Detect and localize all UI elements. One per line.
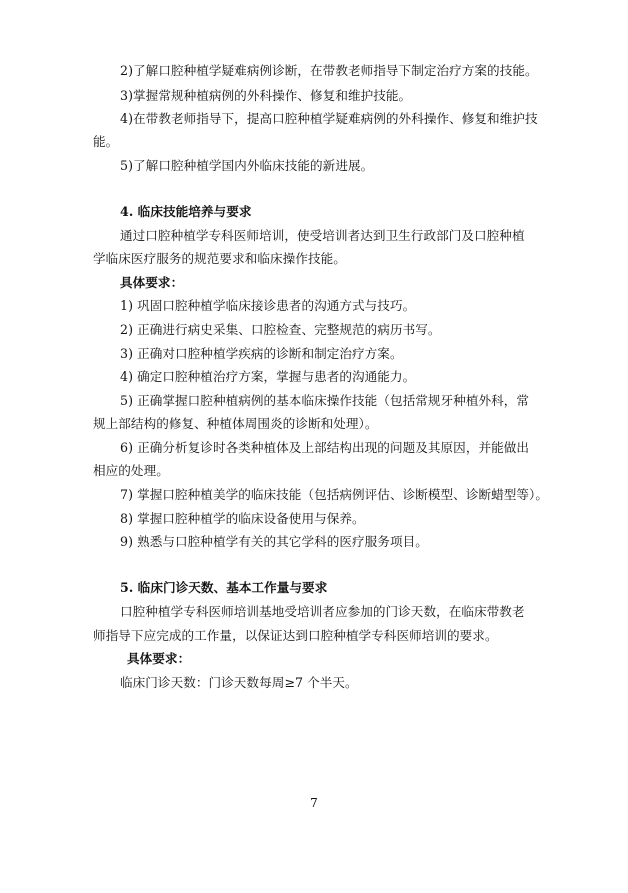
section4-item-5-cont: 规上部结构的修复、种植体周围炎的诊断和处理）。 bbox=[93, 416, 378, 431]
section5-intro-line1: 口腔种植学专科医师培训基地受培训者应参加的门诊天数，在临床带教老 bbox=[120, 604, 525, 619]
section3-item-4: 4)在带教老师指导下，提高口腔种植学疑难病例的外科操作、修复和维护技 bbox=[120, 111, 538, 126]
section4-intro-line1: 通过口腔种植学专科医师培训，使受培训者达到卫生行政部门及口腔种植 bbox=[120, 228, 525, 243]
section4-item-8: 8) 掌握口腔种植学的临床设备使用与保养。 bbox=[120, 511, 365, 526]
section4-item-2: 2) 正确进行病史采集、口腔检查、完整规范的病历书写。 bbox=[120, 322, 441, 337]
section4-heading: 4. 临床技能培养与要求 bbox=[120, 204, 252, 219]
section5-detail: 临床门诊天数：门诊天数每周≥7 个半天。 bbox=[120, 675, 358, 690]
page-number: 7 bbox=[310, 796, 318, 810]
section5-heading: 5. 临床门诊天数、基本工作量与要求 bbox=[120, 580, 328, 595]
section4-item-1: 1) 巩固口腔种植学临床接诊患者的沟通方式与技巧。 bbox=[120, 298, 416, 313]
section3-item-4-cont: 能。 bbox=[93, 134, 119, 149]
section4-item-4: 4) 确定口腔种植治疗方案，掌握与患者的沟通能力。 bbox=[120, 369, 416, 384]
section4-item-6-cont: 相应的处理。 bbox=[93, 463, 169, 478]
section3-item-5: 5)了解口腔种植学国内外临床技能的新进展。 bbox=[120, 158, 374, 173]
section4-item-7: 7) 掌握口腔种植美学的临床技能（包括病例评估、诊断模型、诊断蜡型等）。 bbox=[120, 487, 549, 502]
section3-item-2: 2)了解口腔种植学疑难病例诊断，在带教老师指导下制定治疗方案的技能。 bbox=[120, 63, 538, 78]
section4-requirements-label: 具体要求： bbox=[120, 275, 184, 290]
section4-item-3: 3) 正确对口腔种植学疾病的诊断和制定治疗方案。 bbox=[120, 346, 403, 361]
section4-item-6: 6) 正确分析复诊时各类种植体及上部结构出现的问题及其原因，并能做出 bbox=[120, 440, 530, 455]
section5-requirements-label: 具体要求： bbox=[127, 651, 191, 666]
section4-intro-line2: 学临床医疗服务的规范要求和临床操作技能。 bbox=[93, 251, 346, 266]
section4-item-9: 9) 熟悉与口腔种植学有关的其它学科的医疗服务项目。 bbox=[120, 534, 428, 549]
section5-intro-line2: 师指导下应完成的工作量，以保证达到口腔种植学专科医师培训的要求。 bbox=[93, 628, 498, 643]
section4-item-5: 5) 正确掌握口腔种植病例的基本临床操作技能（包括常规牙种植外科，常 bbox=[120, 393, 530, 408]
section3-item-3: 3)掌握常规种植病例的外科操作、修复和维护技能。 bbox=[120, 88, 412, 103]
